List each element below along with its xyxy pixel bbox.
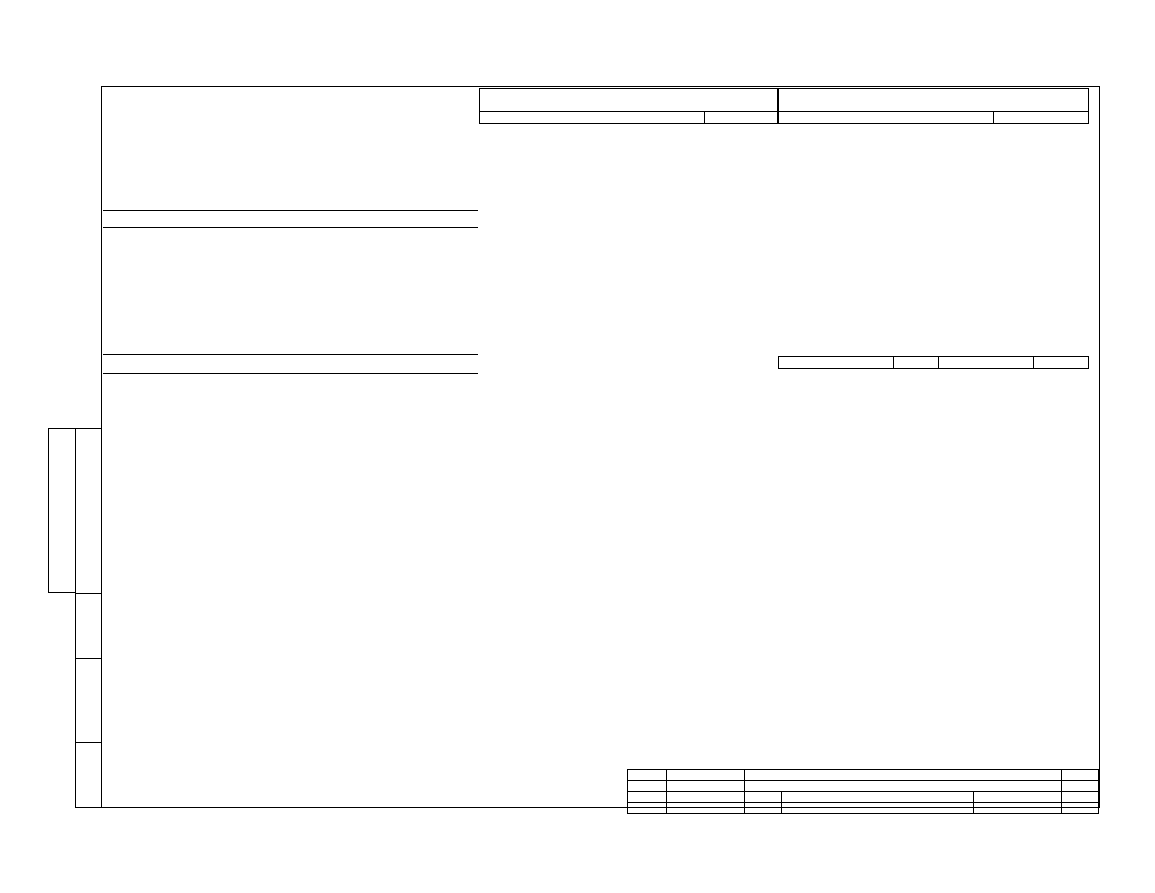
side-stamp-strip <box>75 428 101 808</box>
led-header-count <box>894 357 939 369</box>
strip-divider <box>75 593 101 594</box>
light-spec-header-count <box>994 112 1089 124</box>
project-label <box>666 781 744 792</box>
legend <box>103 88 479 695</box>
power-spec-header-count <box>705 112 778 124</box>
led-spec-table <box>778 356 1089 369</box>
project-name <box>744 781 1061 792</box>
title-block <box>627 769 1099 814</box>
title-dash <box>744 792 781 803</box>
side-stamp-strip-agreed <box>48 428 75 593</box>
legend-title <box>103 88 479 106</box>
led-header-comment <box>939 357 1034 369</box>
sheet-name <box>744 770 1061 781</box>
led-spec-title <box>778 333 1089 355</box>
power-spec-table <box>479 88 778 124</box>
led-header-desc <box>779 357 894 369</box>
strip-divider <box>75 742 101 743</box>
light-spec-title <box>779 89 1089 112</box>
sheet-label <box>1062 770 1099 781</box>
sheet-name-label <box>666 770 744 781</box>
light-spec-header-type <box>779 112 994 124</box>
power-spec-title <box>480 89 778 112</box>
strip-divider <box>75 658 101 659</box>
power-spec-header-type <box>480 112 705 124</box>
light-spec-table <box>778 88 1089 124</box>
led-header-length <box>1034 357 1089 369</box>
switches-header <box>103 354 478 374</box>
lighting-header <box>103 210 478 228</box>
